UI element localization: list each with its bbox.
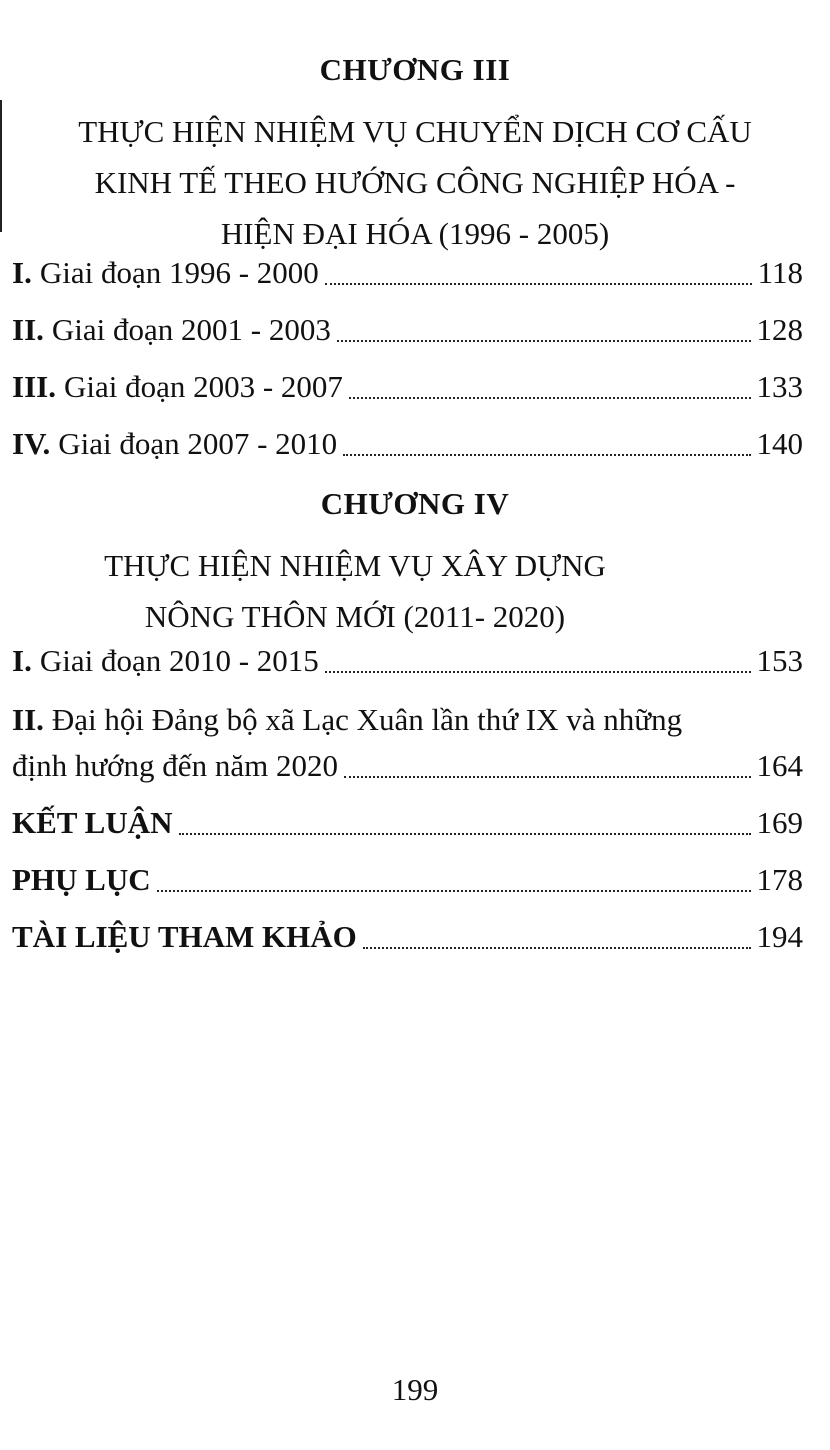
dot-leader — [325, 282, 752, 285]
toc-entry-page: 164 — [756, 748, 803, 783]
toc-entry-page: 118 — [757, 255, 803, 290]
toc-entry[interactable] — [12, 748, 803, 788]
dot-leader — [179, 832, 751, 835]
toc-entry-page: 194 — [756, 919, 803, 954]
chapter-4-title-line: THỰC HIỆN NHIỆM VỤ XÂY DỰNG — [104, 548, 606, 583]
toc-entry[interactable] — [12, 312, 803, 352]
dot-leader — [157, 889, 751, 892]
toc-entry[interactable] — [12, 643, 803, 683]
toc-entry-number: I. — [12, 255, 32, 290]
dot-leader — [325, 670, 751, 673]
toc-entry[interactable] — [12, 255, 803, 295]
toc-entry-page: 128 — [756, 312, 803, 347]
toc-entry-title: Giai đoạn 2003 - 2007 — [63, 369, 343, 404]
toc-entry-title: Giai đoạn 2007 - 2010 — [58, 426, 338, 461]
chapter-4-heading: CHƯƠNG IV — [320, 486, 510, 521]
chapter-3-title — [0, 106, 830, 259]
dot-leader — [349, 396, 751, 399]
toc-entry-title: Đại hội Đảng bộ xã Lạc Xuân lần thứ IX và những — [51, 702, 683, 737]
toc-entry-conclusion[interactable] — [12, 805, 803, 845]
toc-entry-page: 153 — [756, 643, 803, 678]
chapter-4-title — [0, 540, 710, 642]
toc-entry-page: 178 — [756, 862, 803, 897]
chapter-3-heading: CHƯƠNG III — [319, 52, 511, 87]
toc-entry-title-continued: định hướng đến năm 2020 — [12, 748, 338, 783]
toc-entry-title: Giai đoạn 2010 - 2015 — [39, 643, 319, 678]
toc-entry-number: I. — [12, 643, 32, 678]
dot-leader — [337, 339, 751, 342]
toc-entry-appendix[interactable] — [12, 862, 803, 902]
toc-entry[interactable] — [12, 426, 803, 466]
dot-leader — [344, 775, 751, 778]
page-number: 199 — [391, 1372, 439, 1407]
toc-entry-page: 169 — [756, 805, 803, 840]
chapter-3-title-line: THỰC HIỆN NHIỆM VỤ CHUYỂN DỊCH CƠ CẤU — [78, 114, 752, 149]
dot-leader — [363, 946, 751, 949]
toc-entry-number: III. — [12, 369, 56, 404]
toc-entry-references[interactable] — [12, 919, 803, 959]
toc-entry[interactable] — [12, 369, 803, 409]
toc-entry-number: II. — [12, 312, 44, 347]
toc-entry-number: IV. — [12, 426, 51, 461]
toc-entry-title: KẾT LUẬN — [12, 805, 173, 840]
toc-entry-number: II. — [12, 702, 44, 737]
toc-entry-title: PHỤ LỤC — [12, 862, 151, 897]
chapter-4-title-line: NÔNG THÔN MỚI (2011- 2020) — [144, 599, 566, 634]
chapter-3-title-line: HIỆN ĐẠI HÓA (1996 - 2005) — [220, 216, 610, 251]
toc-entry-title: Giai đoạn 1996 - 2000 — [39, 255, 319, 290]
toc-entry-page: 140 — [756, 426, 803, 461]
dot-leader — [343, 453, 750, 456]
toc-entry-title: Giai đoạn 2001 - 2003 — [51, 312, 331, 347]
chapter-3-title-line: KINH TẾ THEO HƯỚNG CÔNG NGHIỆP HÓA - — [94, 165, 736, 200]
toc-entry-multiline-first[interactable] — [12, 702, 682, 738]
toc-entry-page: 133 — [756, 369, 803, 404]
toc-entry-title: TÀI LIỆU THAM KHẢO — [12, 919, 357, 954]
